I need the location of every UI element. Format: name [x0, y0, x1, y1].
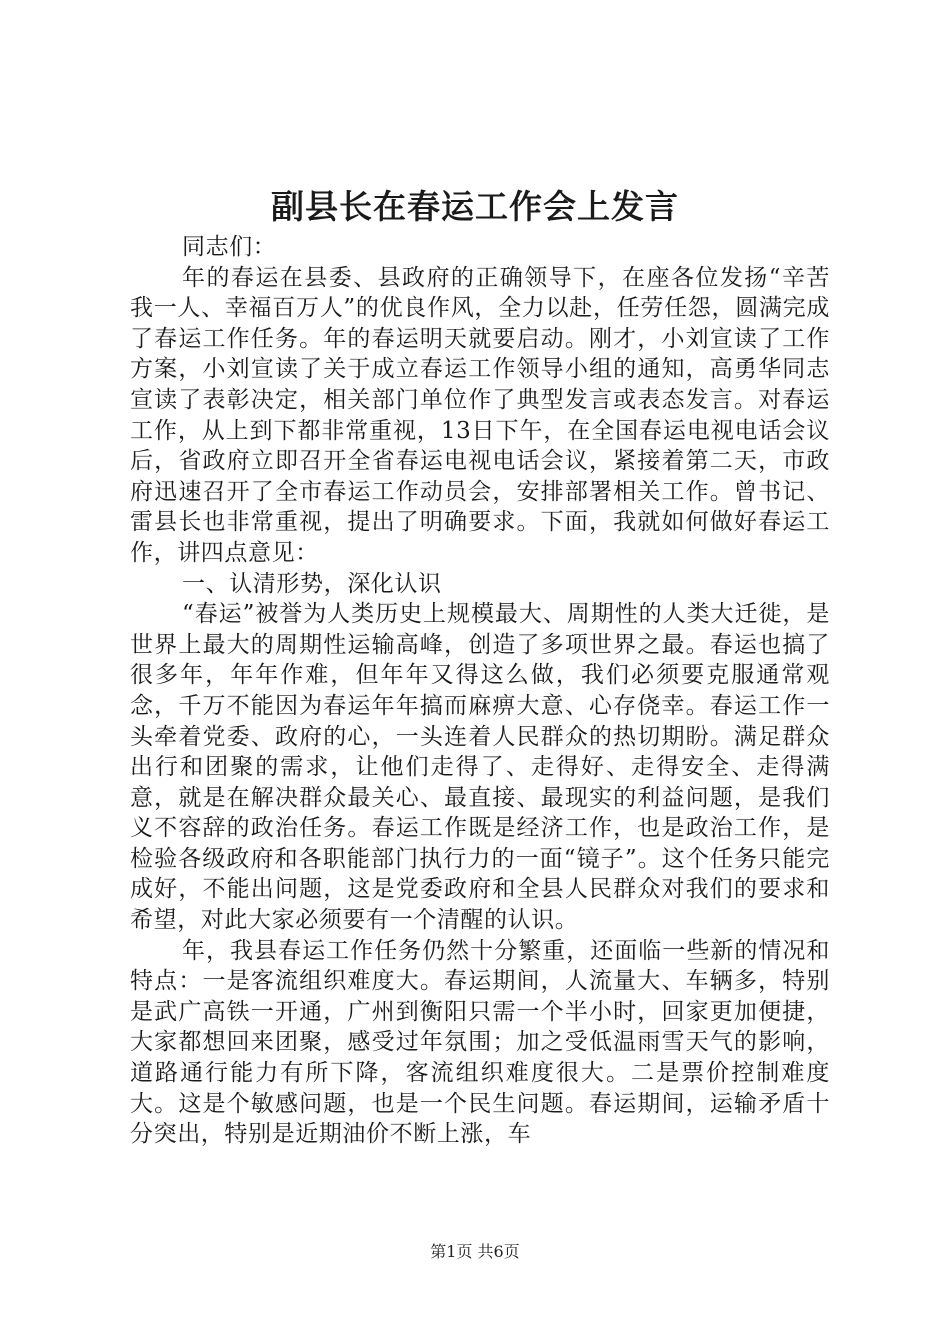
- document-body: [130, 232, 830, 1150]
- paragraph-intro: 年的春运在县委、县政府的正确领导下，在座各位发扬“辛苦我一人、幸福百万人”的优良作风，全力以赴，任劳任怨，圆满完成了春运工作任务。年的春运明天就要启动。刚才，小刘宣读了工作方案，小刘宣读了关于成立春运工作领导小组的通知，高勇华同志宣读了表彰决定，相关部门单位作了典型发言或表态发言。对春运工作，从上到下都非常重视，13日下午，在全国春运电视电话会议后，省政府立即召开全省春运电视电话会议，紧接着第二天，市政府迅速召开了全市春运工作动员会，安排部署相关工作。曾书记、雷县长也非常重视，提出了明确要求。下面，我就如何做好春运工作，讲四点意见：: [130, 264, 830, 566]
- document-title: 副县长在春运工作会上发言: [271, 187, 679, 226]
- section-heading-1: 一、认清形势，深化认识: [182, 570, 442, 597]
- salutation: 同志们：: [182, 234, 277, 260]
- page-footer: 第1页 共6页: [430, 1242, 520, 1261]
- paragraph-section-1: “春运”被誉为人类历史上规模最大、周期性的人类大迁徙，是世界上最大的周期性运输高峰，创造了多项世界之最。春运也搞了很多年，年年作难，但年年又得这么做，我们必须要克服通常观念，千万不能因为春运年年搞而麻痹大意、心存侥幸。春运工作一头牵着党委、政府的心，一头连着人民群众的热切期盼。满足群众出行和团聚的需求，让他们走得了、走得好、走得安全、走得满意，就是在解决群众最关心、最直接、最现实的利益问题，是我们义不容辞的政治任务。春运工作既是经济工作，也是政治工作，是检验各级政府和各职能部门执行力的一面“镜子”。这个任务只能完成好，不能出问题，这是党委政府和全县人民群众对我们的要求和希望，对此大家必须要有一个清醒的认识。: [130, 601, 830, 934]
- paragraph-section-2: 年，我县春运工作任务仍然十分繁重，还面临一些新的情况和特点：一是客流组织难度大。春运期间，人流量大、车辆多，特别是武广高铁一开通，广州到衡阳只需一个半小时，回家更加便捷，大家都想回来团聚，感受过年氛围；加之受低温雨雪天气的影响，道路通行能力有所下降，客流组织难度很大。二是票价控制难度大。这是个敏感问题，也是一个民生问题。春运期间，运输矛盾十分突出，特别是近期油价不断上涨，车: [130, 937, 830, 1148]
